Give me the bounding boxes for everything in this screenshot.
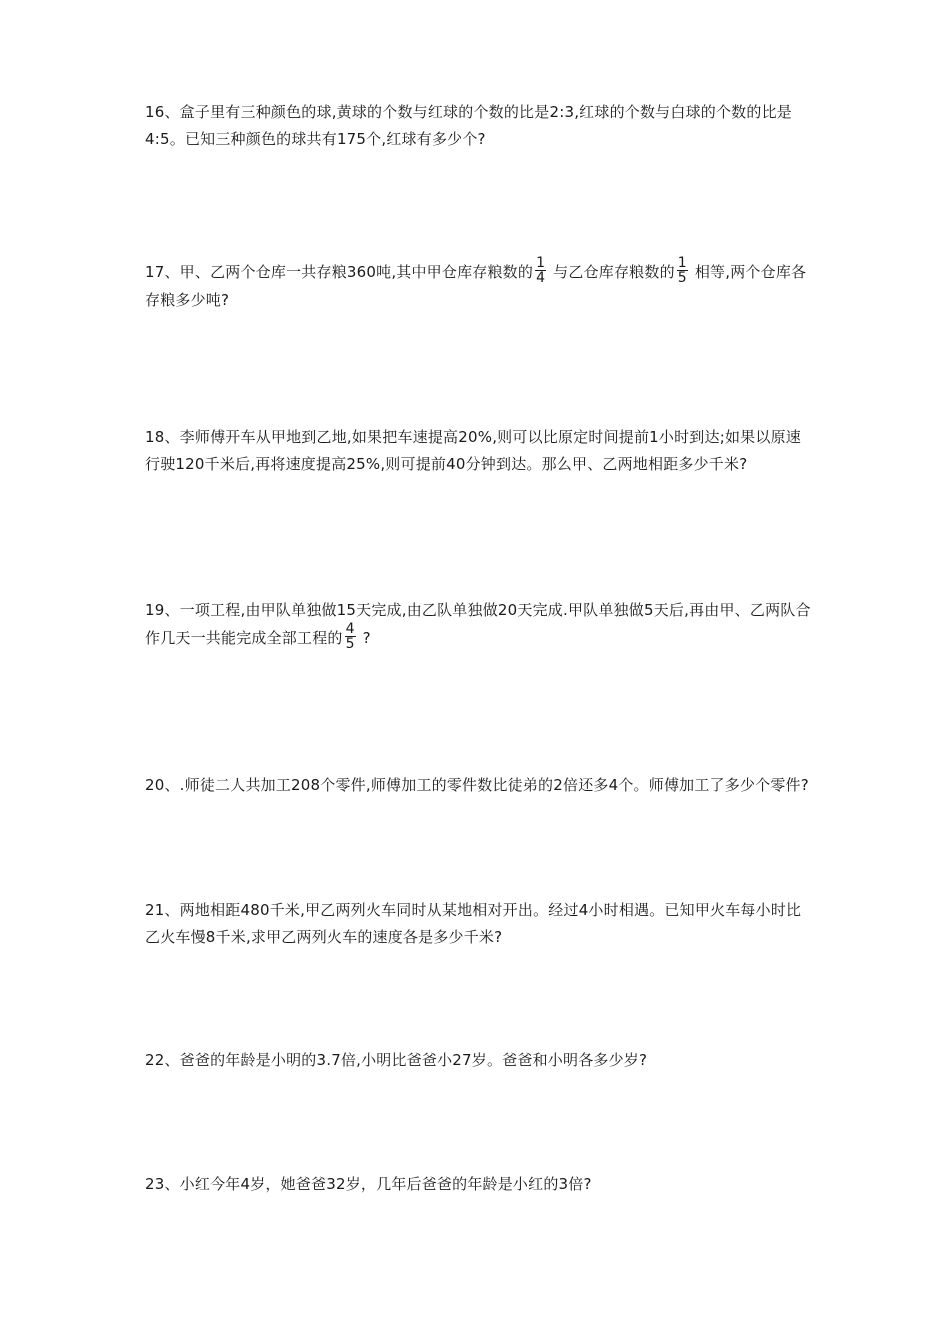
fraction-four-fifths	[345, 622, 356, 651]
question-16	[145, 99, 813, 153]
question-18-text: 18、李师傅开车从甲地到乙地,如果把车速提高20%,则可以比原定时间提前1小时到达;如果以原速行驶120千米后,再将速度提高25%,则可提前40分钟到达。那么甲、乙两地相距多少千米?	[145, 428, 801, 473]
question-21	[145, 897, 813, 951]
fraction-one-quarter	[535, 256, 546, 285]
fraction-denominator: 4	[536, 270, 546, 286]
question-22-text: 22、爸爸的年龄是小明的3.7倍,小明比爸爸小27岁。爸爸和小明各多少岁?	[145, 1051, 648, 1069]
fraction-numerator: 4	[345, 621, 355, 637]
question-22	[145, 1047, 813, 1074]
fraction-denominator: 5	[677, 270, 687, 286]
question-17-text-part3: 相等,两个仓库各存粮多少吨?	[145, 263, 807, 309]
question-21-text: 21、两地相距480千米,甲乙两列火车同时从某地相对开出。经过4小时相遇。已知甲火车每小时比乙火车慢8千米,求甲乙两列火车的速度各是多少千米?	[145, 901, 802, 946]
question-17	[145, 255, 813, 314]
fraction-denominator: 5	[345, 636, 355, 652]
question-23	[145, 1171, 813, 1198]
question-19-text-part2: ?	[357, 629, 371, 647]
fraction-numerator: 1	[677, 255, 687, 271]
question-20-text: 20、.师徒二人共加工208个零件,师傅加工的零件数比徒弟的2倍还多4个。师傅加工了多少个零件?	[145, 776, 809, 794]
fraction-numerator: 1	[536, 255, 546, 271]
question-19-text-part1: 19、一项工程,由甲队单独做15天完成,由乙队单独做20天完成.甲队单独做5天后,再由甲、乙两队合作几天一共能完成全部工程的	[145, 601, 811, 647]
question-17-text-part1: 17、甲、乙两个仓库一共存粮360吨,其中甲仓库存粮数的	[145, 263, 534, 281]
fraction-one-fifth	[677, 256, 688, 285]
question-19	[145, 597, 813, 653]
question-18	[145, 424, 813, 478]
question-20	[145, 772, 813, 799]
question-17-text-part2: 与乙仓库存粮数的	[548, 263, 675, 281]
question-16-text: 16、盒子里有三种颜色的球,黄球的个数与红球的个数的比是2:3,红球的个数与白球的个数的比是4:5。已知三种颜色的球共有175个,红球有多少个?	[145, 103, 792, 148]
question-23-text: 23、小红今年4岁，她爸爸32岁，几年后爸爸的年龄是小红的3倍?	[145, 1175, 592, 1193]
